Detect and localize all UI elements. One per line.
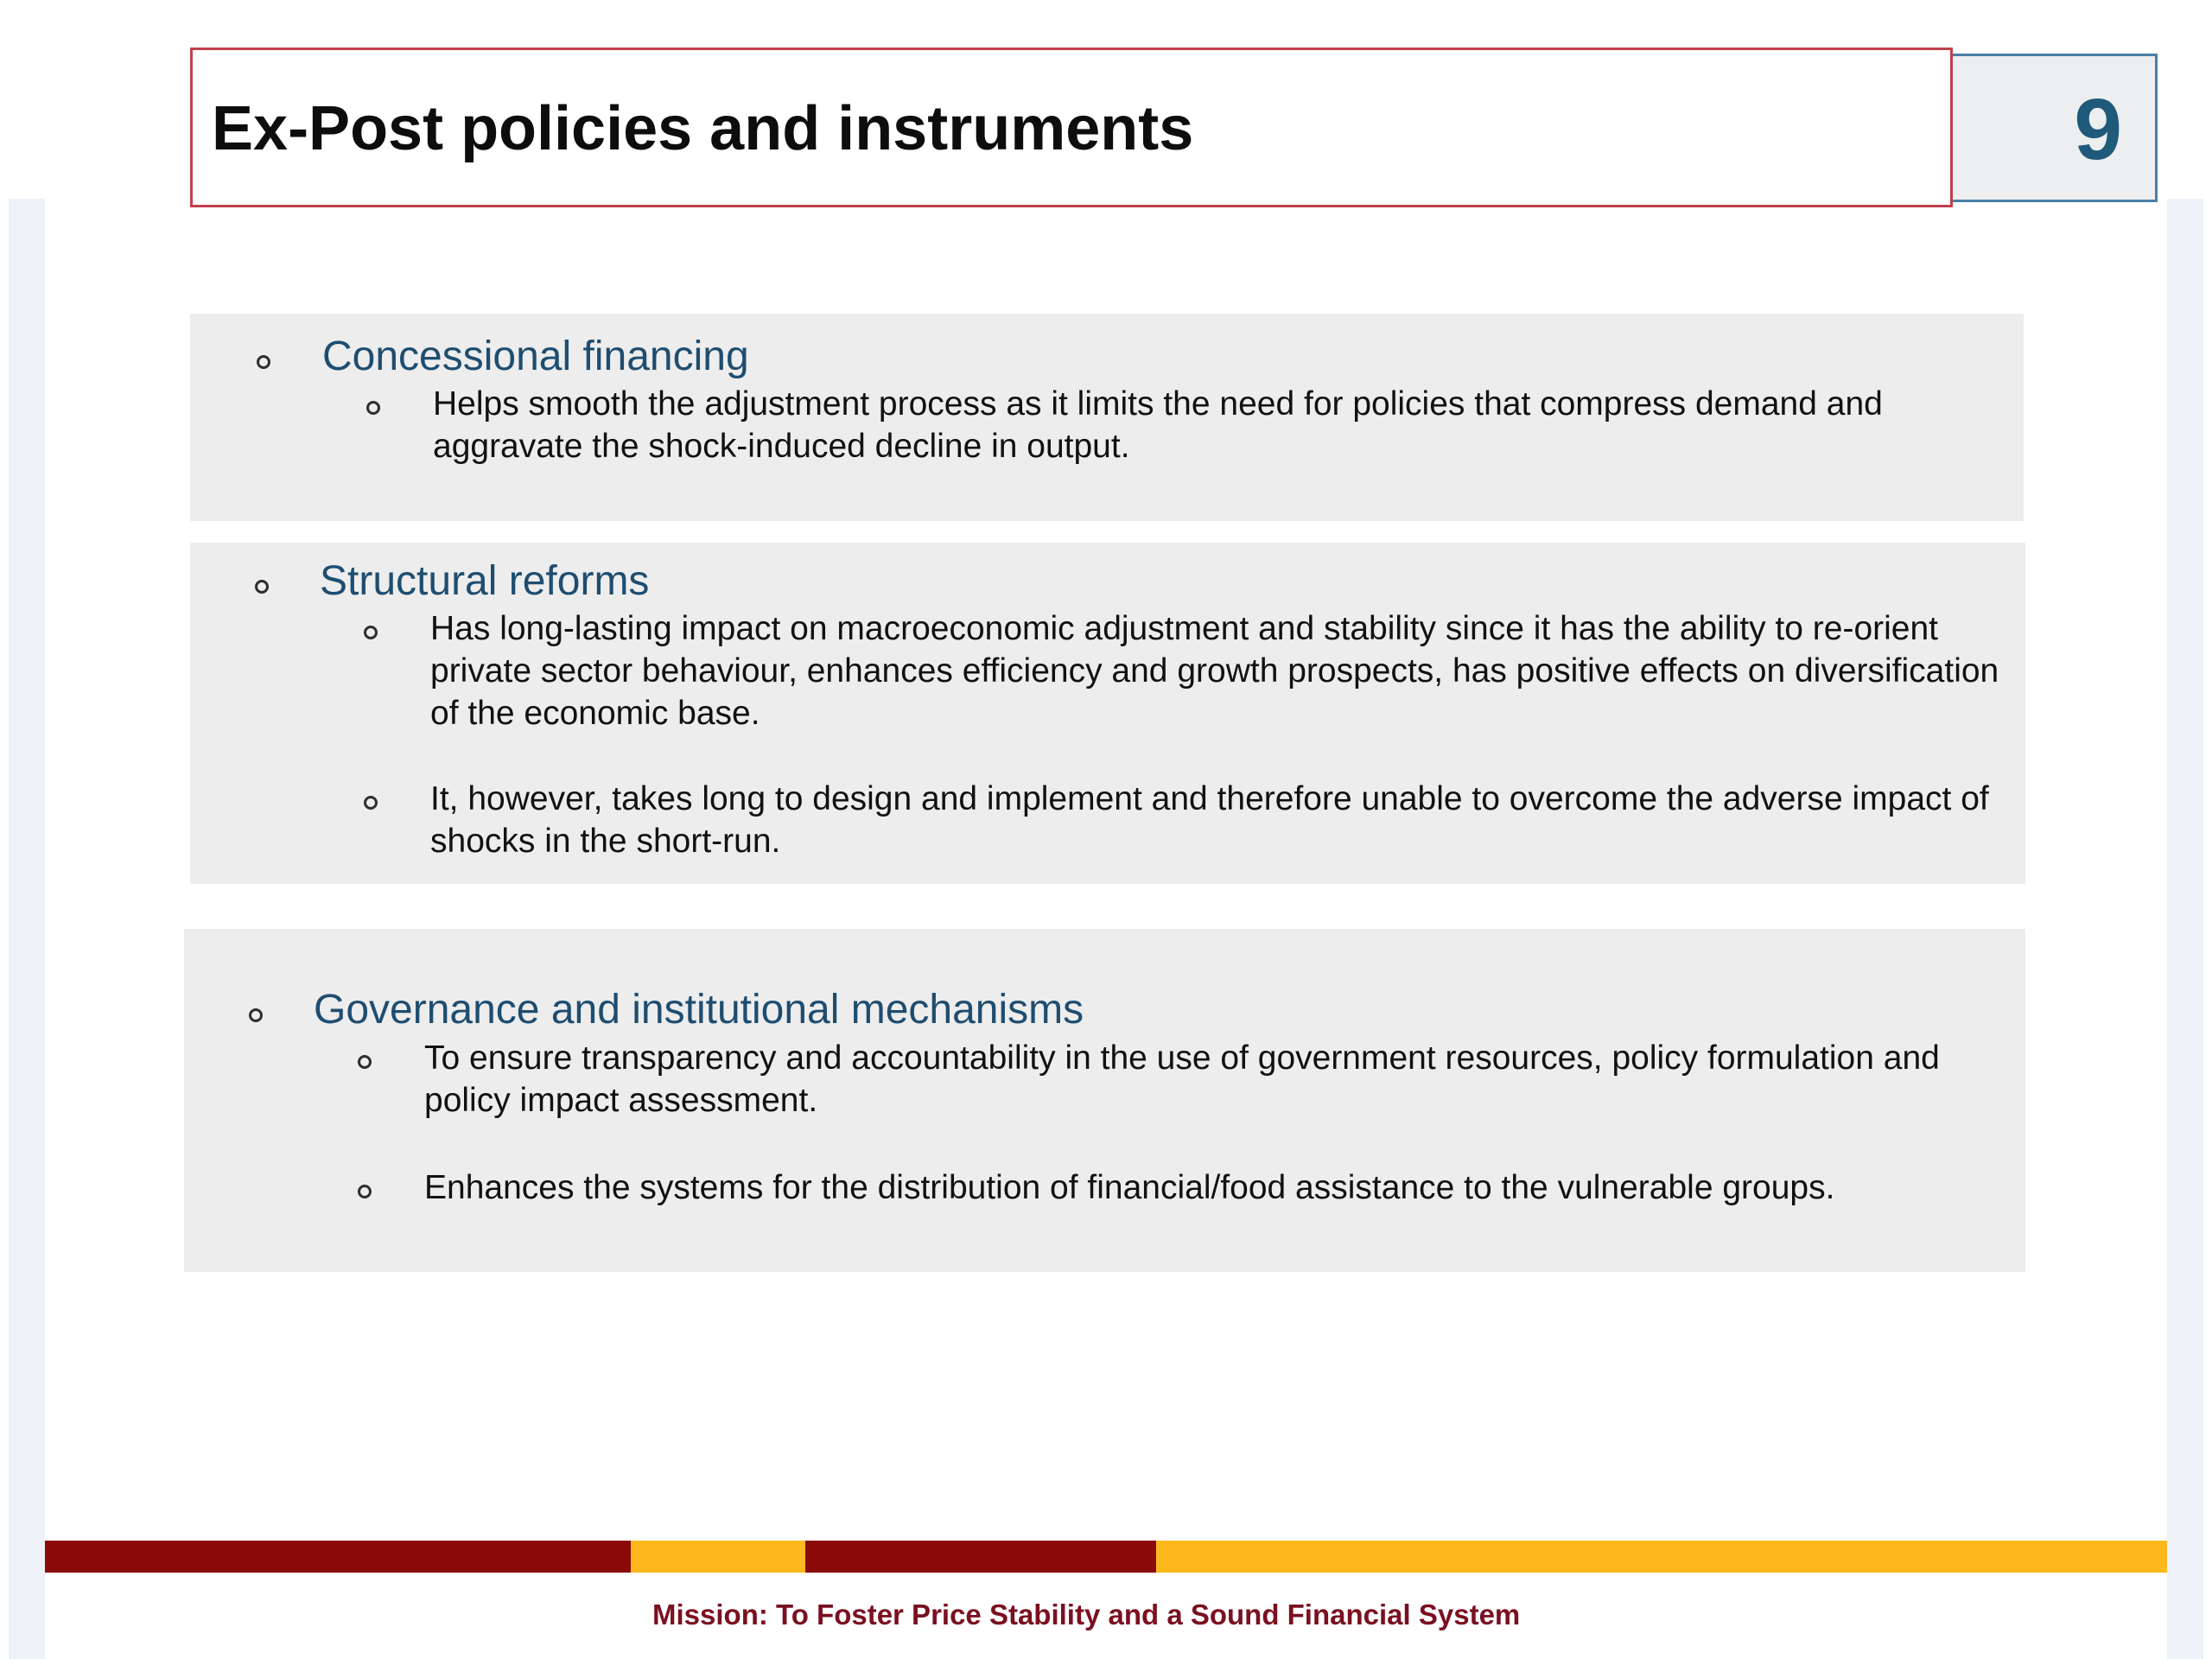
point-bullet-icon <box>358 1185 372 1198</box>
section-bullet-icon <box>257 355 270 369</box>
footer-bar-maroon-2 <box>805 1541 1156 1573</box>
section-heading: Structural reforms <box>320 558 650 604</box>
footer-bar-gold-1 <box>631 1541 805 1573</box>
left-side-strip <box>9 199 45 1659</box>
mission-statement: Mission: To Foster Price Stability and a Sound Financial System <box>652 1599 1521 1630</box>
section-point: Helps smooth the adjustment process as it limits the need for policies that compress demand and aggravate the shock-induced decline in output. <box>433 385 1883 465</box>
point-bullet-icon <box>364 796 378 810</box>
section-heading: Concessional financing <box>322 334 749 379</box>
point-bullet-icon <box>358 1055 372 1069</box>
section-bullet-icon <box>255 580 269 594</box>
section-point: Enhances the systems for the distribution of financial/food assistance to the vulnerable groups. <box>424 1169 1835 1206</box>
footer-bar-gold-2 <box>1156 1541 2167 1573</box>
section-point: It, however, takes long to design and implement and therefore unable to overcome the adverse impact of shocks in the short-run. <box>430 780 1989 860</box>
section-point: Has long-lasting impact on macroeconomic adjustment and stability since it has the ability to re-orient private sector behaviour, enhances efficiency and growth prospects, has positive effects on diversification of the economic base. <box>430 610 1999 732</box>
page-number: 9 <box>2074 81 2122 178</box>
section-heading: Governance and institutional mechanisms <box>314 987 1084 1033</box>
right-side-strip <box>2167 199 2203 1659</box>
section-bullet-icon <box>249 1008 263 1022</box>
point-bullet-icon <box>366 401 380 415</box>
page-number-box <box>1953 54 2158 202</box>
slide-title: Ex-Post policies and instruments <box>212 94 1194 163</box>
point-bullet-icon <box>364 626 378 639</box>
section-point: To ensure transparency and accountability in the use of government resources, policy formulation and policy impact assessment. <box>424 1039 1940 1119</box>
footer-bar-maroon-1 <box>45 1541 631 1573</box>
